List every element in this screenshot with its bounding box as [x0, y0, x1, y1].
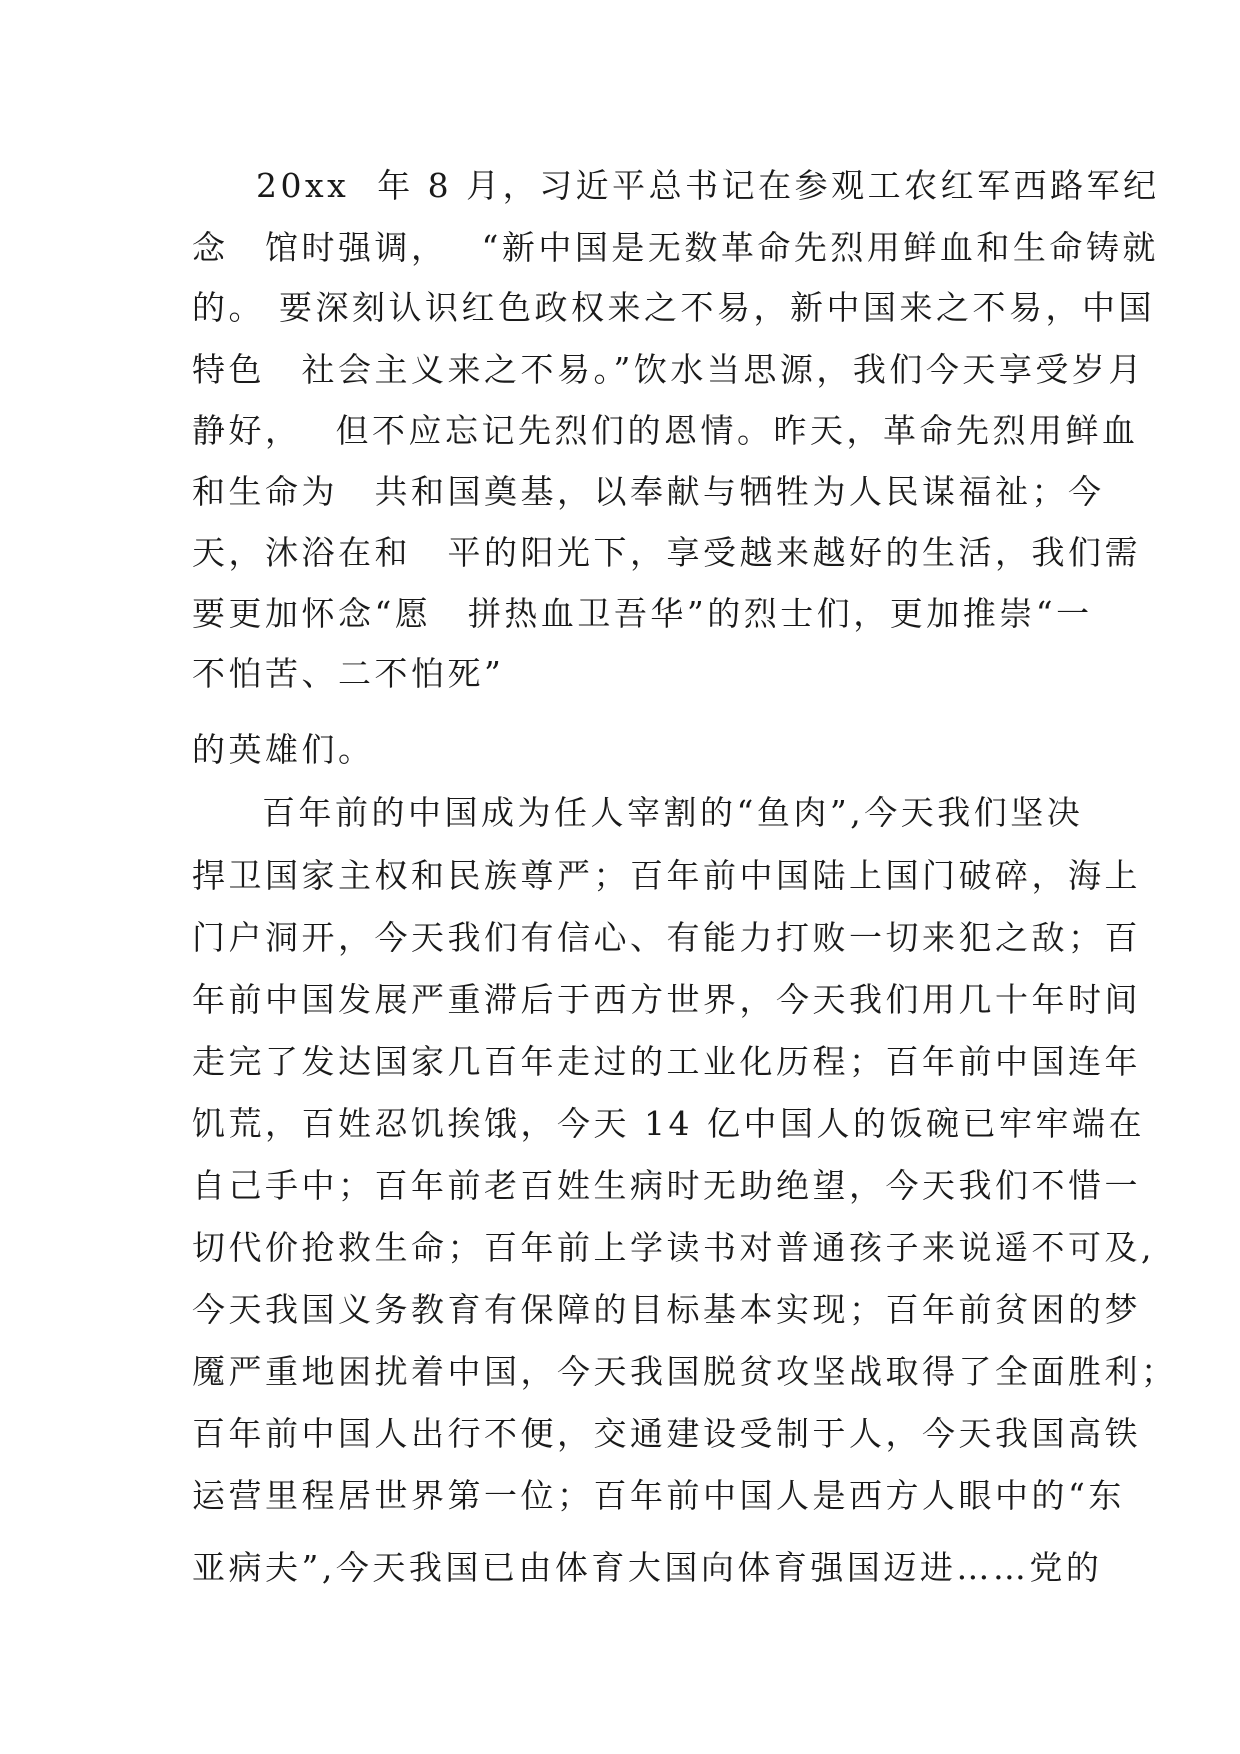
- text-line: 和生命为 共和国奠基，以奉献与牺牲为人民谋福祉；今: [192, 472, 1105, 511]
- text-line: 特色 社会主义来之不易。”饮水当思源，我们今天享受岁月: [192, 350, 1145, 389]
- text-line: 的英雄们。: [192, 730, 375, 769]
- text-line: 亚病夫”,今天我国已由体育大国向体育强国迈进……党的: [192, 1548, 1103, 1587]
- text-line: 年前中国发展严重滞后于西方世界，今天我们用几十年时间: [192, 980, 1141, 1019]
- text-line: 今天我国义务教育有保障的目标基本实现；百年前贫困的梦: [192, 1290, 1141, 1329]
- text-line: 饥荒，百姓忍饥挨饿，今天 14 亿中国人的饭碗已牢牢端在: [192, 1104, 1145, 1143]
- text-line: 运营里程居世界第一位；百年前中国人是西方人眼中的“东: [192, 1476, 1125, 1515]
- text-line: 百年前中国人出行不便，交通建设受制于人，今天我国高铁: [192, 1414, 1141, 1453]
- text-line: 门户洞开，今天我们有信心、有能力打败一切来犯之敌；百: [192, 918, 1141, 957]
- text-line: 捍卫国家主权和民族尊严；百年前中国陆上国门破碎，海上: [192, 856, 1141, 895]
- text-line: 天，沐浴在和 平的阳光下，享受越来越好的生活，我们需: [192, 533, 1141, 572]
- text-line: 要更加怀念“愿 拼热血卫吾华”的烈士们，更加推崇“一: [192, 594, 1093, 633]
- text-line: 静好， 但不应忘记先烈们的恩情。昨天，革命先烈用鲜血: [192, 411, 1139, 450]
- text-line: 魇严重地困扰着中国，今天我国脱贫攻坚战取得了全面胜利；: [192, 1352, 1178, 1391]
- text-line: 切代价抢救生命；百年前上学读书对普通孩子来说遥不可及,: [192, 1228, 1155, 1267]
- text-line: 百年前的中国成为任人宰割的“鱼肉”,今天我们坚决: [262, 793, 1084, 832]
- text-line: 走完了发达国家几百年走过的工业化历程；百年前中国连年: [192, 1042, 1141, 1081]
- text-line: 的。 要深刻认识红色政权来之不易，新中国来之不易，中国: [192, 288, 1155, 327]
- text-line: 20xx 年 8 月，习近平总书记在参观工农红军西路军纪: [256, 166, 1160, 205]
- text-line: 自己手中；百年前老百姓生病时无助绝望，今天我们不惜一: [192, 1166, 1141, 1205]
- text-line: 不怕苦、二不怕死”: [192, 654, 505, 693]
- text-line: 念 馆时强调， “新中国是无数革命先烈用鲜血和生命铸就: [192, 228, 1159, 267]
